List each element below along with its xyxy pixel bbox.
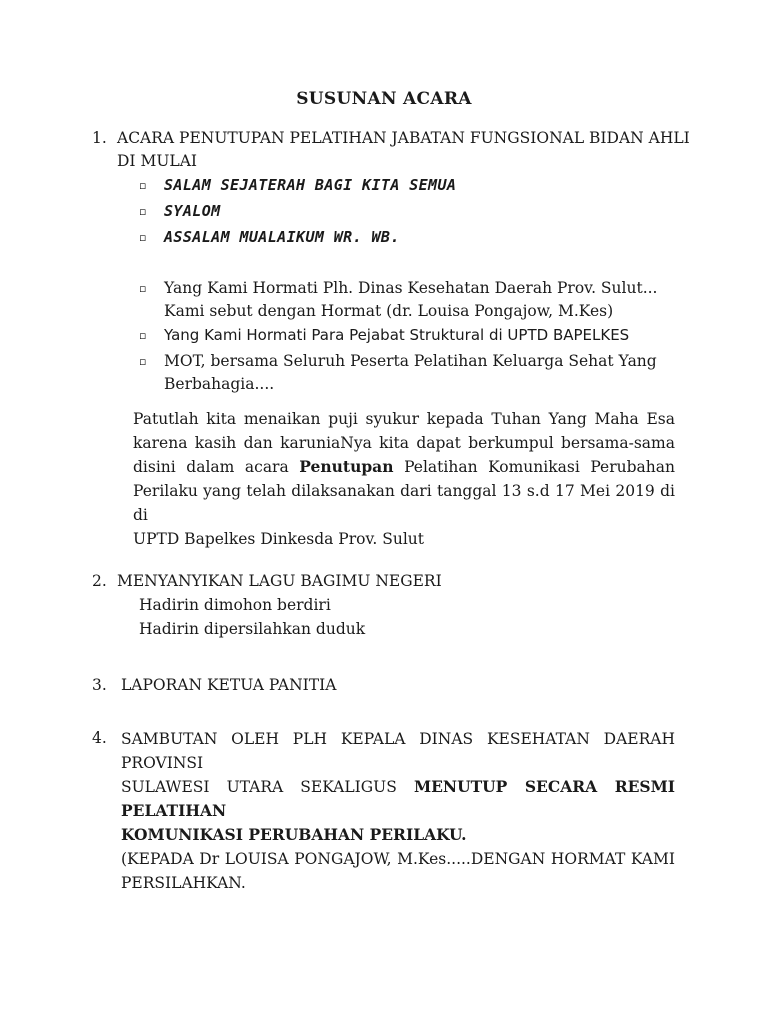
bullet-icon: ▫ (139, 329, 147, 342)
paragraph-line-2: karena kasih dan karuniaNya kita dapat berkumpul bersama-sama (133, 434, 675, 452)
section-1-heading-line1: ACARA PENUTUPAN PELATIHAN JABATAN FUNGSIONAL BIDAN AHLI (117, 129, 690, 147)
section-4-body (121, 727, 675, 895)
paragraph-line-5: UPTD Bapelkes Dinkesda Prov. Sulut (133, 530, 425, 548)
section-4-line-2: SULAWESI UTARA SEKALIGUS MENUTUP SECARA RESMI PELATIHAN (121, 777, 675, 820)
section-2-heading: MENYANYIKAN LAGU BAGIMU NEGERI (117, 572, 442, 590)
section-4-line-3: KOMUNIKASI PERUBAHAN PERILAKU. (121, 825, 467, 844)
honor-line-1b: Kami sebut dengan Hormat (dr. Louisa Pongajow, M.Kes) (164, 302, 614, 320)
paragraph-line-4: Perilaku yang telah dilaksanakan dari tanggal 13 s.d 17 Mei 2019 di di (133, 482, 675, 524)
section-4-line-4: (KEPADA Dr LOUISA PONGAJOW, M.Kes.....DENGAN HORMAT KAMI (121, 850, 675, 868)
honor-line-1a: Yang Kami Hormati Plh. Dinas Kesehatan Daerah Prov. Sulut... (164, 279, 658, 297)
section-4-number: 4. (92, 729, 107, 747)
greeting-3: ASSALAM MUALAIKUM WR. WB. (164, 228, 400, 246)
section-1-number: 1. (92, 129, 107, 147)
greeting-2: SYALOM (164, 202, 221, 220)
section-3-number: 3. (92, 676, 107, 694)
paragraph-line-1: Patutlah kita menaikan puji syukur kepada Tuhan Yang Maha Esa (133, 410, 675, 428)
bullet-icon: ▫ (139, 231, 147, 244)
bullet-icon: ▫ (139, 205, 147, 218)
bullet-icon: ▫ (139, 282, 147, 295)
bullet-icon: ▫ (139, 179, 147, 192)
section-3-heading: LAPORAN KETUA PANITIA (121, 676, 337, 694)
paragraph-line-3: disini dalam acara Penutupan Pelatihan Komunikasi Perubahan (133, 457, 675, 476)
section-4-line-1: SAMBUTAN OLEH PLH KEPALA DINAS KESEHATAN DAERAH PROVINSI (121, 730, 675, 772)
page-title: SUSUNAN ACARA (296, 89, 472, 109)
honor-line-2: Yang Kami Hormati Para Pejabat Struktural di UPTD BAPELKES (164, 326, 630, 344)
honor-line-3b: Berbahagia.... (164, 375, 275, 393)
opening-paragraph (133, 407, 675, 551)
section-2-line-2: Hadirin dipersilahkan duduk (139, 620, 366, 638)
honor-line-3a: MOT, bersama Seluruh Peserta Pelatihan Keluarga Sehat Yang (164, 352, 657, 370)
bold-penutupan: Penutupan (299, 457, 394, 476)
section-1-heading-line2: DI MULAI (117, 152, 198, 170)
section-4-line-5: PERSILAHKAN. (121, 874, 246, 892)
greeting-1: SALAM SEJATERAH BAGI KITA SEMUA (164, 176, 457, 194)
section-2-line-1: Hadirin dimohon berdiri (139, 596, 331, 614)
bullet-icon: ▫ (139, 355, 147, 368)
section-2-number: 2. (92, 572, 107, 590)
